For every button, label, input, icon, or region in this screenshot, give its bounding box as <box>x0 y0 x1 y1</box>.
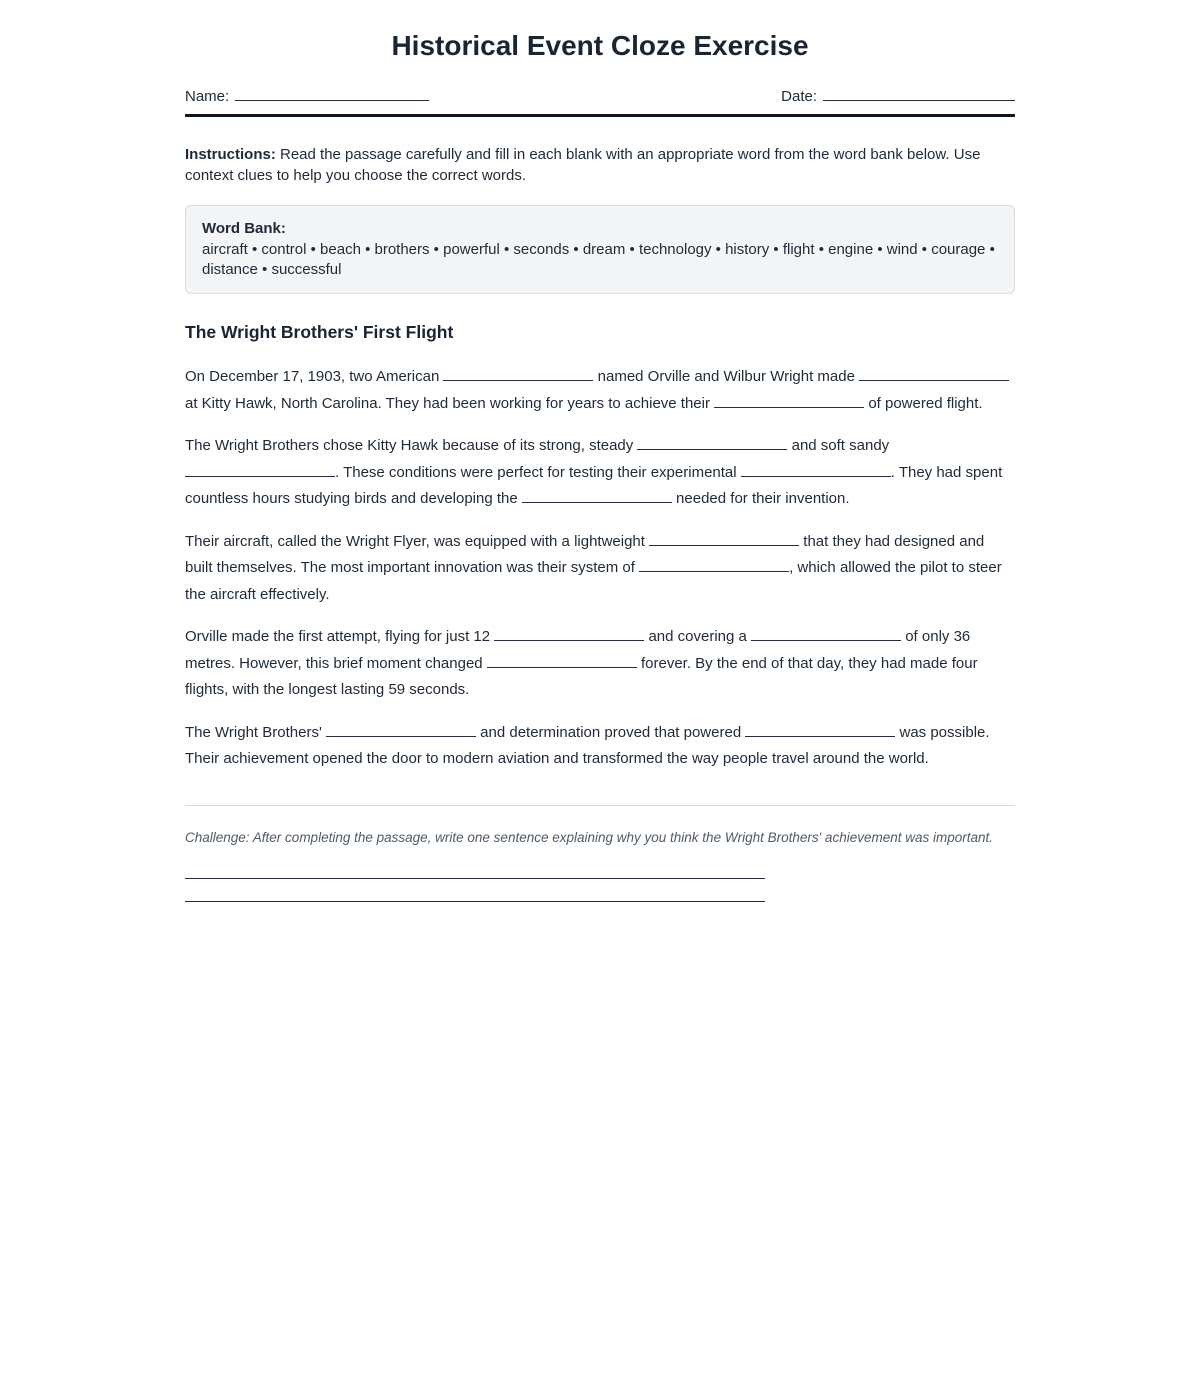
passage-body <box>185 364 1015 773</box>
word-bank-box <box>185 205 1015 294</box>
instructions-text: Read the passage carefully and fill in each blank with an appropriate word from the word bank below. Use context clues to help you choose the correct words. <box>185 146 981 184</box>
challenge-answer-line <box>185 856 765 879</box>
challenge-divider <box>185 805 1015 806</box>
fill-in-blank <box>326 724 476 737</box>
name-label: Name: <box>185 88 230 105</box>
fill-in-blank <box>859 368 1009 381</box>
passage-paragraph: On December 17, 1903, two American named Orville and Wilbur Wright made at Kitty Hawk, North Carolina. They had been working for years to achieve their of powered flight. <box>185 364 1015 417</box>
fill-in-blank <box>185 464 335 477</box>
fill-in-blank <box>639 559 789 572</box>
passage-paragraph: The Wright Brothers' and determination proved that powered was possible. Their achievement opened the door to modern aviation and transformed the way people travel around the world. <box>185 723 990 767</box>
instructions-label: Instructions: <box>185 146 276 163</box>
instructions <box>185 144 1015 186</box>
fill-in-blank <box>443 368 593 381</box>
fill-in-blank <box>522 490 672 503</box>
word-bank-words: aircraft • control • beach • brothers • powerful • seconds • dream • technology • history • flight • engine • wind • courage • distance • successful <box>202 241 995 278</box>
date-label: Date: <box>781 88 817 105</box>
answer-lines <box>185 856 1015 902</box>
fill-in-blank <box>745 724 895 737</box>
fill-in-blank <box>494 628 644 641</box>
header-fields-row <box>185 86 1015 105</box>
fill-in-blank <box>714 395 864 408</box>
fill-in-blank <box>487 655 637 668</box>
header-rule <box>185 114 1015 117</box>
worksheet-page <box>185 0 1015 902</box>
passage-heading: The Wright Brothers' First Flight <box>185 322 454 342</box>
fill-in-blank <box>649 533 799 546</box>
fill-in-blank <box>741 464 891 477</box>
challenge-answer-line <box>185 879 765 902</box>
passage-paragraph: The Wright Brothers chose Kitty Hawk because of its strong, steady and soft sandy . These conditions were perfect for testing their experimental . They had spent countless hours studying birds and developing the needed for their invention. <box>185 437 1003 507</box>
fill-in-blank <box>637 437 787 450</box>
passage-paragraph: Their aircraft, called the Wright Flyer, was equipped with a lightweight that they had designed and built themselves. The most important innovation was their system of , which allowed the pilot to steer the aircraft effectively. <box>185 532 1002 603</box>
challenge-prompt: Challenge: After completing the passage, write one sentence explaining why you think the Wright Brothers' achievement was important. <box>185 829 994 845</box>
date-fill-line <box>823 86 1015 101</box>
word-bank-label: Word Bank: <box>202 220 286 237</box>
date-field <box>781 86 1015 105</box>
page-title: Historical Event Cloze Exercise <box>391 30 809 61</box>
fill-in-blank <box>751 628 901 641</box>
name-fill-line <box>235 86 429 101</box>
passage-paragraph: Orville made the first attempt, flying for just 12 and covering a of only 36 metres. However, this brief moment changed forever. By the end of that day, they had made four flights, with the longest lasting 59 seconds. <box>185 628 978 698</box>
name-field <box>185 86 429 105</box>
